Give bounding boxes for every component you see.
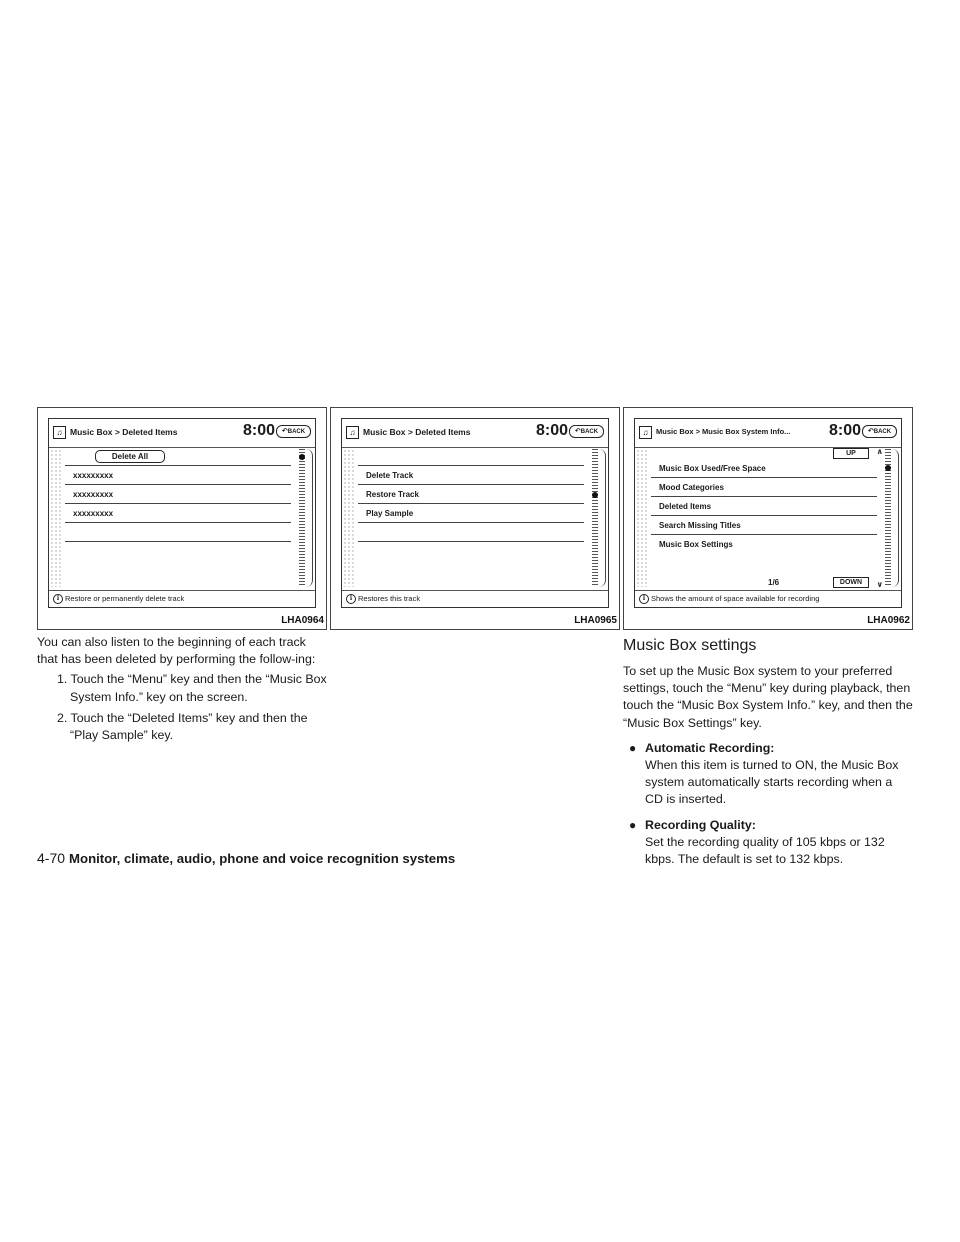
bullet-title: Automatic Recording: — [645, 740, 775, 755]
figure-code: LHA0964 — [281, 615, 324, 626]
bullet-item — [623, 740, 913, 809]
back-label: BACK — [873, 429, 892, 435]
list-item-mood-categories[interactable]: Mood Categories — [651, 478, 877, 497]
info-bar — [342, 590, 608, 607]
list-area — [65, 447, 291, 589]
scroll-curve — [599, 449, 606, 587]
figure-system-info — [623, 407, 913, 630]
clock: 8:00 — [242, 422, 275, 439]
bullet-item — [623, 817, 913, 869]
music-box-icon: ♫ — [346, 426, 359, 439]
back-button[interactable] — [276, 425, 311, 438]
music-box-icon: ♫ — [639, 426, 652, 439]
bullet-text: Set the recording quality of 105 kbps or 132 kbps. The default is set to 132 kbps. — [645, 834, 885, 867]
back-arrow-icon: ↶ — [574, 428, 581, 435]
list-item-play-sample[interactable]: Play Sample — [358, 504, 584, 523]
figure-deleted-item-options — [330, 407, 620, 630]
page-number: 4-70 — [37, 850, 66, 866]
info-text: Restores this track — [358, 594, 421, 603]
back-arrow-icon: ↶ — [867, 428, 874, 435]
list-row-delete-all — [65, 447, 291, 466]
footer-title: Monitor, climate, audio, phone and voice recognition systems — [69, 851, 456, 866]
screen-frame — [341, 418, 609, 608]
back-button[interactable] — [862, 425, 897, 438]
intro-paragraph: You can also listen to the beginning of each track that has been deleted by performing the follow-ing: — [37, 635, 316, 667]
screen-title: Music Box > Deleted Items — [363, 427, 471, 437]
section-heading: Music Box settings — [623, 637, 757, 654]
scroll-knob[interactable] — [885, 465, 891, 471]
list-item[interactable]: xxxxxxxxx — [65, 485, 291, 504]
step-list — [37, 671, 327, 744]
step-item: 2. Touch the “Deleted Items” key and then the “Play Sample” key. — [57, 710, 308, 743]
scroll-knob[interactable] — [592, 492, 598, 498]
list-item-search-missing-titles[interactable]: Search Missing Titles — [651, 516, 877, 535]
down-button[interactable]: DOWN — [833, 577, 869, 588]
left-dot-scale — [636, 449, 648, 587]
list-item[interactable] — [65, 523, 291, 542]
list-area — [651, 459, 877, 577]
back-label: BACK — [580, 429, 599, 435]
screen-frame — [634, 418, 902, 608]
scroll-curve — [892, 449, 899, 587]
bullet-text: When this item is turned to ON, the Music Box system automatically starts recording when a CD is inserted. — [645, 758, 899, 807]
list-item[interactable] — [358, 447, 584, 466]
page-footer — [37, 850, 455, 866]
scroll-up-icon[interactable]: ∧ — [876, 447, 883, 456]
left-text-column — [37, 634, 327, 748]
list-area — [358, 447, 584, 589]
screen-title: Music Box > Deleted Items — [70, 427, 178, 437]
list-item[interactable] — [65, 542, 291, 561]
info-icon: i — [53, 594, 63, 604]
info-icon: i — [346, 594, 356, 604]
back-button[interactable] — [569, 425, 604, 438]
up-button[interactable]: UP — [833, 448, 869, 459]
list-item-delete-track[interactable]: Delete Track — [358, 466, 584, 485]
screen-title-bar — [49, 419, 315, 448]
list-item[interactable] — [358, 523, 584, 542]
list-item-deleted-items[interactable]: Deleted Items — [651, 497, 877, 516]
left-dot-scale — [343, 449, 355, 587]
left-dot-scale — [50, 449, 62, 587]
scroll-curve — [306, 449, 313, 587]
clock: 8:00 — [828, 422, 861, 439]
scroll-scale[interactable] — [592, 449, 598, 587]
screen-title: Music Box > Music Box System Info... — [656, 427, 791, 436]
info-text: Shows the amount of space available for recording — [651, 594, 820, 603]
bullet-title: Recording Quality: — [645, 817, 756, 832]
back-label: BACK — [287, 429, 306, 435]
list-item-restore-track[interactable]: Restore Track — [358, 485, 584, 504]
list-item[interactable]: xxxxxxxxx — [65, 504, 291, 523]
delete-all-button[interactable]: Delete All — [95, 450, 165, 463]
info-icon: i — [639, 594, 649, 604]
list-item-used-free-space[interactable]: Music Box Used/Free Space — [651, 459, 877, 478]
list-item-music-box-settings[interactable]: Music Box Settings — [659, 540, 733, 549]
back-arrow-icon: ↶ — [281, 428, 288, 435]
screen-frame — [48, 418, 316, 608]
scroll-scale[interactable] — [299, 449, 305, 587]
info-bar — [49, 590, 315, 607]
info-bar — [635, 590, 901, 607]
step-item: 1. Touch the “Menu” key and then the “Music Box System Info.” key on the screen. — [57, 672, 327, 704]
list-item[interactable]: xxxxxxxxx — [65, 466, 291, 485]
clock: 8:00 — [535, 422, 568, 439]
scroll-down-icon[interactable]: ∨ — [876, 580, 883, 589]
bullet-icon: ● — [629, 740, 637, 755]
info-text: Restore or permanently delete track — [65, 594, 185, 603]
screen-title-bar — [342, 419, 608, 448]
screen-title-bar — [635, 419, 901, 448]
figure-code: LHA0965 — [574, 615, 617, 626]
bullet-icon: ● — [629, 817, 637, 832]
figure-code: LHA0962 — [867, 615, 910, 626]
music-box-icon: ♫ — [53, 426, 66, 439]
scroll-knob[interactable] — [299, 454, 305, 460]
figure-deleted-items — [37, 407, 327, 630]
right-text-column — [623, 636, 913, 868]
section-intro: To set up the Music Box system to your preferred settings, touch the “Menu” key during playback, then touch the “Music Box System Info.” key, and then the “Music Box Settings” key. — [623, 664, 913, 730]
page-indicator: 1/6 — [768, 578, 780, 587]
